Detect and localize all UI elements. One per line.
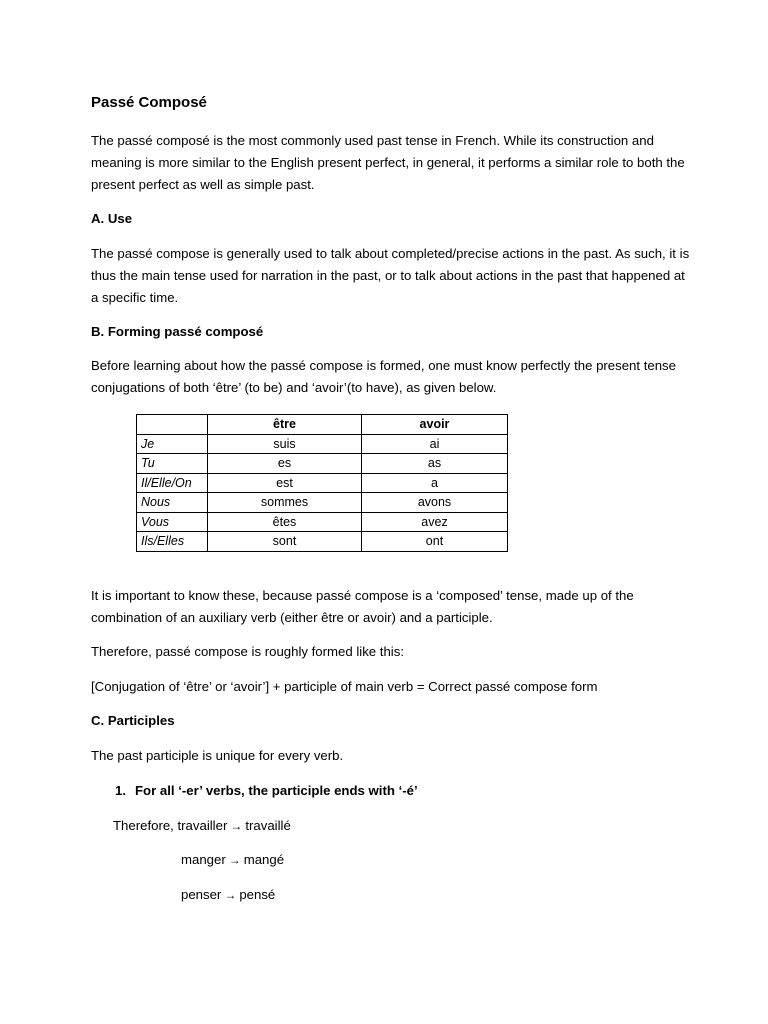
table-row (137, 512, 508, 532)
table-cell-etre: sommes (208, 493, 362, 513)
table-row (137, 473, 508, 493)
list-item-text: For all ‘-er’ verbs, the participle ends with ‘-é’ (135, 783, 418, 798)
right-arrow-icon: → (224, 888, 237, 902)
table-cell-etre: suis (208, 434, 362, 454)
formula-paragraph: [Conjugation of ‘être’ or ‘avoir’] + participle of main verb = Correct passé compose form (91, 679, 598, 694)
table-row (137, 532, 508, 552)
numbered-list-item (115, 780, 418, 802)
right-arrow-icon: → (228, 853, 241, 867)
example-result-text: pensé (239, 887, 276, 902)
table-cell-pronoun: Nous (137, 493, 208, 513)
table-header-cell (137, 415, 208, 435)
example-verb-text: penser (181, 887, 222, 902)
table-cell-pronoun: Vous (137, 512, 208, 532)
table-cell-pronoun: Ils/Elles (137, 532, 208, 552)
example-line-2 (181, 849, 284, 871)
table-cell-etre: es (208, 454, 362, 474)
right-arrow-icon: → (230, 819, 243, 833)
after-table-paragraph: It is important to know these, because passé compose is a ‘composed’ tense, made up of the combination of an auxiliary verb (either être or avoir) and a participle. (91, 588, 634, 625)
therefore-paragraph: Therefore, passé compose is roughly formed like this: (91, 644, 404, 659)
section-b-paragraph: Before learning about how the passé compose is formed, one must know perfectly the present tense conjugations of both ‘être’ (to be) and ‘avoir’(to have), as given below. (91, 358, 676, 395)
table-cell-etre: est (208, 473, 362, 493)
table-row (137, 434, 508, 454)
table-cell-etre: sont (208, 532, 362, 552)
table-cell-pronoun: Il/Elle/On (137, 473, 208, 493)
conjugation-table (136, 414, 508, 552)
table-header-row (137, 415, 508, 435)
example-result-text: mangé (243, 852, 285, 867)
table-cell-avoir: a (362, 473, 508, 493)
section-c-heading: C. Participles (91, 713, 175, 728)
table-header-cell: être (208, 415, 362, 435)
page-title: Passé Composé (91, 94, 207, 111)
table-cell-etre: êtes (208, 512, 362, 532)
section-a-paragraph: The passé compose is generally used to talk about completed/precise actions in the past. As such, it is thus the main tense used for narration in the past, or to talk about actions in the past that happened at a specific time. (91, 246, 690, 305)
table-row (137, 454, 508, 474)
table-cell-avoir: as (362, 454, 508, 474)
table-cell-pronoun: Tu (137, 454, 208, 474)
table-cell-avoir: ont (362, 532, 508, 552)
example-lead-text: Therefore, travailler (113, 818, 228, 833)
table-row (137, 493, 508, 513)
example-line-1 (113, 815, 291, 837)
example-result-text: travaillé (245, 818, 291, 833)
intro-paragraph: The passé composé is the most commonly used past tense in French. While its construction and meaning is more similar to the English present perfect, in general, it performs a similar role to both the present perfect as well as simple past. (91, 133, 685, 192)
example-line-3 (181, 884, 275, 906)
list-number: 1. (115, 783, 126, 798)
table-cell-avoir: avons (362, 493, 508, 513)
table-cell-pronoun: Je (137, 434, 208, 454)
table-header-cell: avoir (362, 415, 508, 435)
table-cell-avoir: ai (362, 434, 508, 454)
example-verb-text: manger (181, 852, 226, 867)
table-cell-avoir: avez (362, 512, 508, 532)
section-b-heading: B. Forming passé composé (91, 324, 264, 339)
section-a-heading: A. Use (91, 211, 133, 226)
section-c-paragraph: The past participle is unique for every verb. (91, 748, 344, 763)
